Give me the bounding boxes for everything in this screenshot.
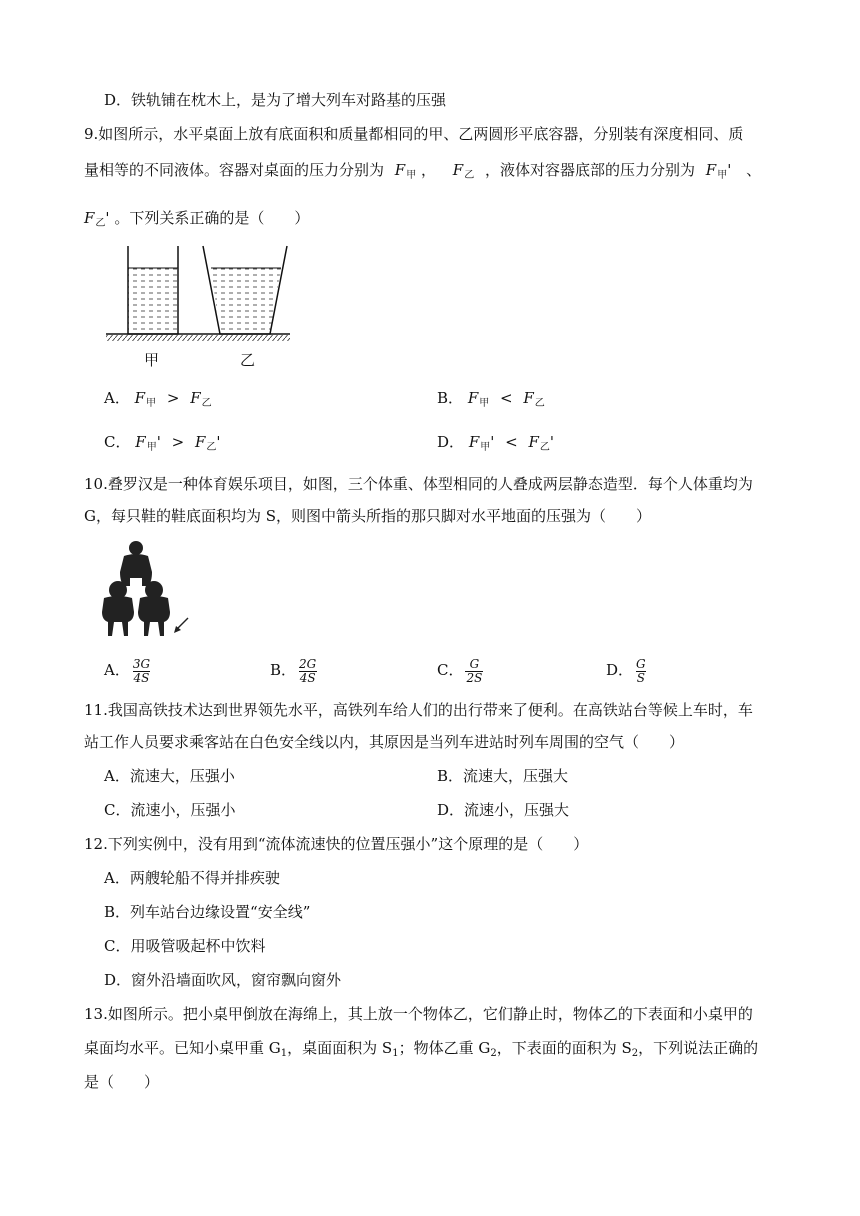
q9-option-a[interactable]: A． $F_甲 > F_乙$ [104,389,212,409]
q12-option-d[interactable]: D．窗外沿墙面吹风，窗帘飘向窗外 [104,971,342,989]
q11-stem-line1: 11.我国高铁技术达到世界领先水平，高铁列车给人们的出行带来了便利。在高铁站台等候上车时，车 [84,701,753,719]
container-jia-liquid [128,268,178,334]
q9-option-b[interactable]: B． $F_甲 < F_乙$ [437,389,545,409]
q13-stem-line1: 13.如图所示。把小桌甲倒放在海绵上，其上放一个物体乙，它们静止时，物体乙的下表面和小桌甲的 [84,1005,753,1023]
q8-option-d[interactable]: D．铁轨铺在枕木上，是为了增大列车对路基的压强 [104,91,447,109]
q10-option-a[interactable]: A． $\frac{3G}{4S}$ [104,656,151,685]
q11-option-a[interactable]: A．流速大，压强小 [104,767,235,785]
q10-option-c[interactable]: C． $\frac{G}{2S}$ [437,656,483,685]
q11-option-d[interactable]: D．流速小，压强大 [437,801,570,819]
q9-stem-text3: 。下列关系正确的是（ ） [114,209,310,227]
table-hatch [106,335,290,341]
fig-label-jia: 甲 [144,351,160,369]
q12-stem: 12.下列实例中，没有用到“流体流速快的位置压强小”这个原理的是（ ） [84,835,589,853]
q11-option-b[interactable]: B．流速大，压强大 [437,767,569,785]
q12-option-a[interactable]: A．两艘轮船不得并排疾驶 [104,869,280,887]
arrow-head [174,626,181,633]
q13-stem-line2: 桌面均水平。已知小桌甲重 $G_1$，桌面面积为 $S_1$；物体乙重 $G_2$，下表面的面积为 $S_2$，下列说法正确的 [84,1039,759,1059]
fig-label-yi: 乙 [240,351,256,369]
q9-f-jia: $F_甲$ [394,161,417,181]
q10-option-d[interactable]: D． $\frac{G}{S}$ [606,656,646,685]
q9-stem-line3 [84,208,309,234]
q11-stem-line2: 站工作人员要求乘客站在白色安全线以内，其原因是当列车进站时列车周围的空气（ ） [84,733,685,751]
q9-stem-text: 量相等的不同液体。容器对桌面的压力分别为 [84,161,385,179]
q12-option-b[interactable]: B．列车站台边缘设置“安全线” [104,903,311,921]
q11-option-c[interactable]: C．流速小，压强小 [104,801,236,819]
q10-option-b[interactable]: B． $\frac{2G}{4S}$ [270,656,317,685]
q9-option-d[interactable]: D． $F_甲' < F_乙'$ [437,433,555,453]
q9-f-yi-prime: $F_乙'$ [84,209,110,229]
q9-option-c[interactable]: C． $F_甲' > F_乙'$ [104,433,221,453]
human-pyramid-figure [98,538,194,640]
q9-f-jia-prime: $F_甲'$ [705,161,732,181]
q13-stem-line3: 是（ ） [84,1073,160,1091]
q10-stem-line1: 10.叠罗汉是一种体育娱乐项目，如图，三个体重、体型相同的人叠成两层静态造型．每个人体重均为 [84,475,753,493]
q12-option-c[interactable]: C．用吸管吸起杯中饮料 [104,937,266,955]
q9-containers-figure [100,242,300,372]
q9-stem-line2 [84,160,761,186]
q10-stem-line2: G，每只鞋的鞋底面积均为 S，则图中箭头所指的那只脚对水平地面的压强为（ ） [84,507,652,525]
container-yi-liquid [211,268,281,334]
q9-sep1: ， [421,161,437,179]
q9-sep2: 、 [746,161,762,179]
q9-stem-text2: ，液体对容器底部的压力分别为 [485,161,696,179]
q9-stem-line1: 9.如图所示，水平桌面上放有底面积和质量都相同的甲、乙两圆形平底容器，分别装有深度相同、质 [84,125,744,143]
q9-f-yi: $F_乙$ [452,161,475,181]
